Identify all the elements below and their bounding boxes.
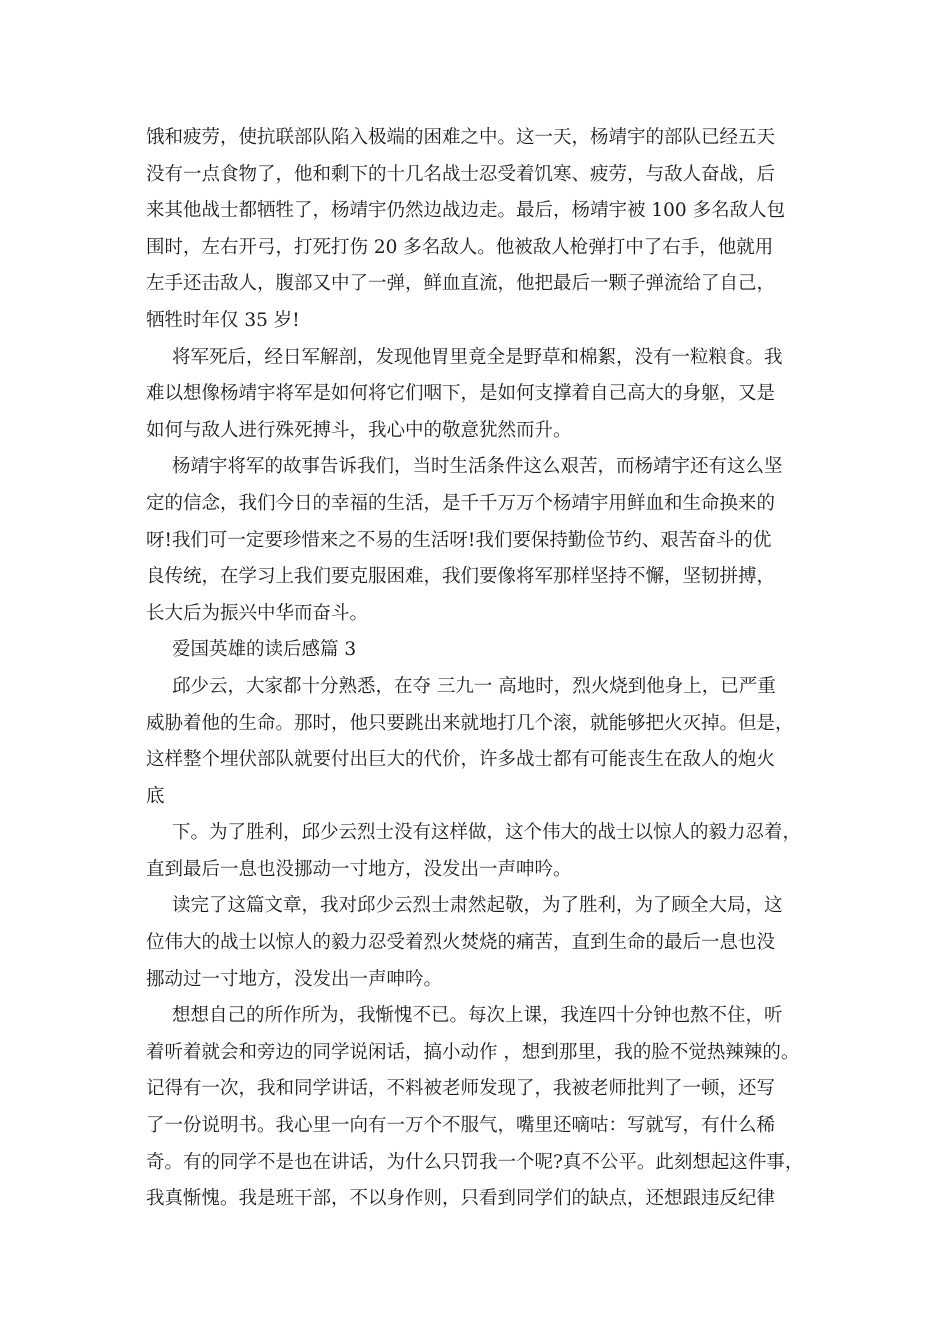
text-line: 威胁着他的生命。那时，他只要跳出来就地打几个滚，就能够把火灭掉。但是， (146, 712, 794, 734)
text-line: 着听着就会和旁边的同学说闲话，搞小动作 ，想到那里，我的脸不觉热辣辣的。 (146, 1041, 800, 1063)
text-line: 如何与敌人进行殊死搏斗，我心中的敬意犹然而升。 (146, 419, 572, 441)
text-line: 位伟大的战士以惊人的毅力忍受着烈火焚烧的痛苦，直到生命的最后一息也没 (146, 932, 776, 954)
text-line: 良传统，在学习上我们要克服困难，我们要像将军那样坚持不懈，坚韧拼搏， (146, 566, 776, 588)
text-line: 想想自己的所作所为，我惭愧不已。每次上课，我连四十分钟也熬不住，听 (172, 1005, 783, 1027)
text-line: 呀!我们可一定要珍惜来之不易的生活呀!我们要保持勤俭节约、艰苦奋斗的优 (146, 529, 772, 551)
text-line: 左手还击敌人，腹部又中了一弹，鲜血直流，他把最后一颗子弹流给了自己， (146, 273, 776, 295)
text-line: 长大后为振兴中华而奋斗。 (146, 602, 369, 624)
text-line: 定的信念，我们今日的幸福的生活，是千千万万个杨靖宇用鲜血和生命换来的 (146, 492, 776, 514)
text-line: 饿和疲劳，使抗联部队陷入极端的困难之中。这一天，杨靖宇的部队已经五天 (146, 127, 776, 148)
text-line: 没有一点食物了，他和剩下的十几名战士忍受着饥寒、疲劳，与敌人奋战，后 (146, 163, 776, 185)
document-body-text (146, 120, 826, 1218)
text-line: 邱少云，大家都十分熟悉，在夺 三九一 高地时，烈火烧到他身上，已严重 (172, 675, 776, 697)
text-line: 我真惭愧。我是班干部，不以身作则，只看到同学们的缺点，还想跟违反纪律 (146, 1188, 776, 1210)
text-line: 下。为了胜利，邱少云烈士没有这样做，这个伟大的战士以惊人的毅力忍着， (172, 822, 802, 844)
text-line: 爱国英雄的读后感篇 3 (172, 639, 357, 661)
text-line: 记得有一次，我和同学讲话，不料被老师发现了，我被老师批判了一顿，还写 (146, 1078, 776, 1100)
text-line: 来其他战士都牺牲了，杨靖宇仍然边战边走。最后，杨靖宇被 100 多名敌人包 (146, 200, 786, 222)
text-line: 将军死后，经日军解剖，发现他胃里竟全是野草和棉絮，没有一粒粮食。我 (172, 346, 783, 368)
text-line: 直到最后一息也没挪动一寸地方，没发出一声呻吟。 (146, 858, 572, 880)
text-line: 底 (146, 785, 165, 807)
text-line: 了一份说明书。我心里一向有一万个不服气，嘴里还嘀咕：写就写，有什么稀 (146, 1115, 776, 1137)
text-line: 这样整个埋伏部队就要付出巨大的代价，许多战士都有可能丧生在敌人的炮火 (146, 749, 776, 771)
text-line: 读完了这篇文章，我对邱少云烈士肃然起敬，为了胜利，为了顾全大局，这 (172, 895, 783, 917)
text-line: 奇。有的同学不是也在讲话，为什么只罚我一个呢?真不公平。此刻想起这件事， (146, 1151, 804, 1173)
text-line: 挪动过一寸地方，没发出一声呻吟。 (146, 968, 443, 990)
text-line: 围时，左右开弓，打死打伤 20 多名敌人。他被敌人枪弹打中了右手，他就用 (146, 236, 774, 258)
text-line: 牺牲时年仅 35 岁! (146, 309, 300, 331)
text-line: 杨靖宇将军的故事告诉我们，当时生活条件这么艰苦，而杨靖宇还有这么坚 (172, 456, 783, 478)
text-line: 难以想像杨靖宇将军是如何将它们咽下，是如何支撑着自己高大的身躯，又是 (146, 383, 776, 405)
